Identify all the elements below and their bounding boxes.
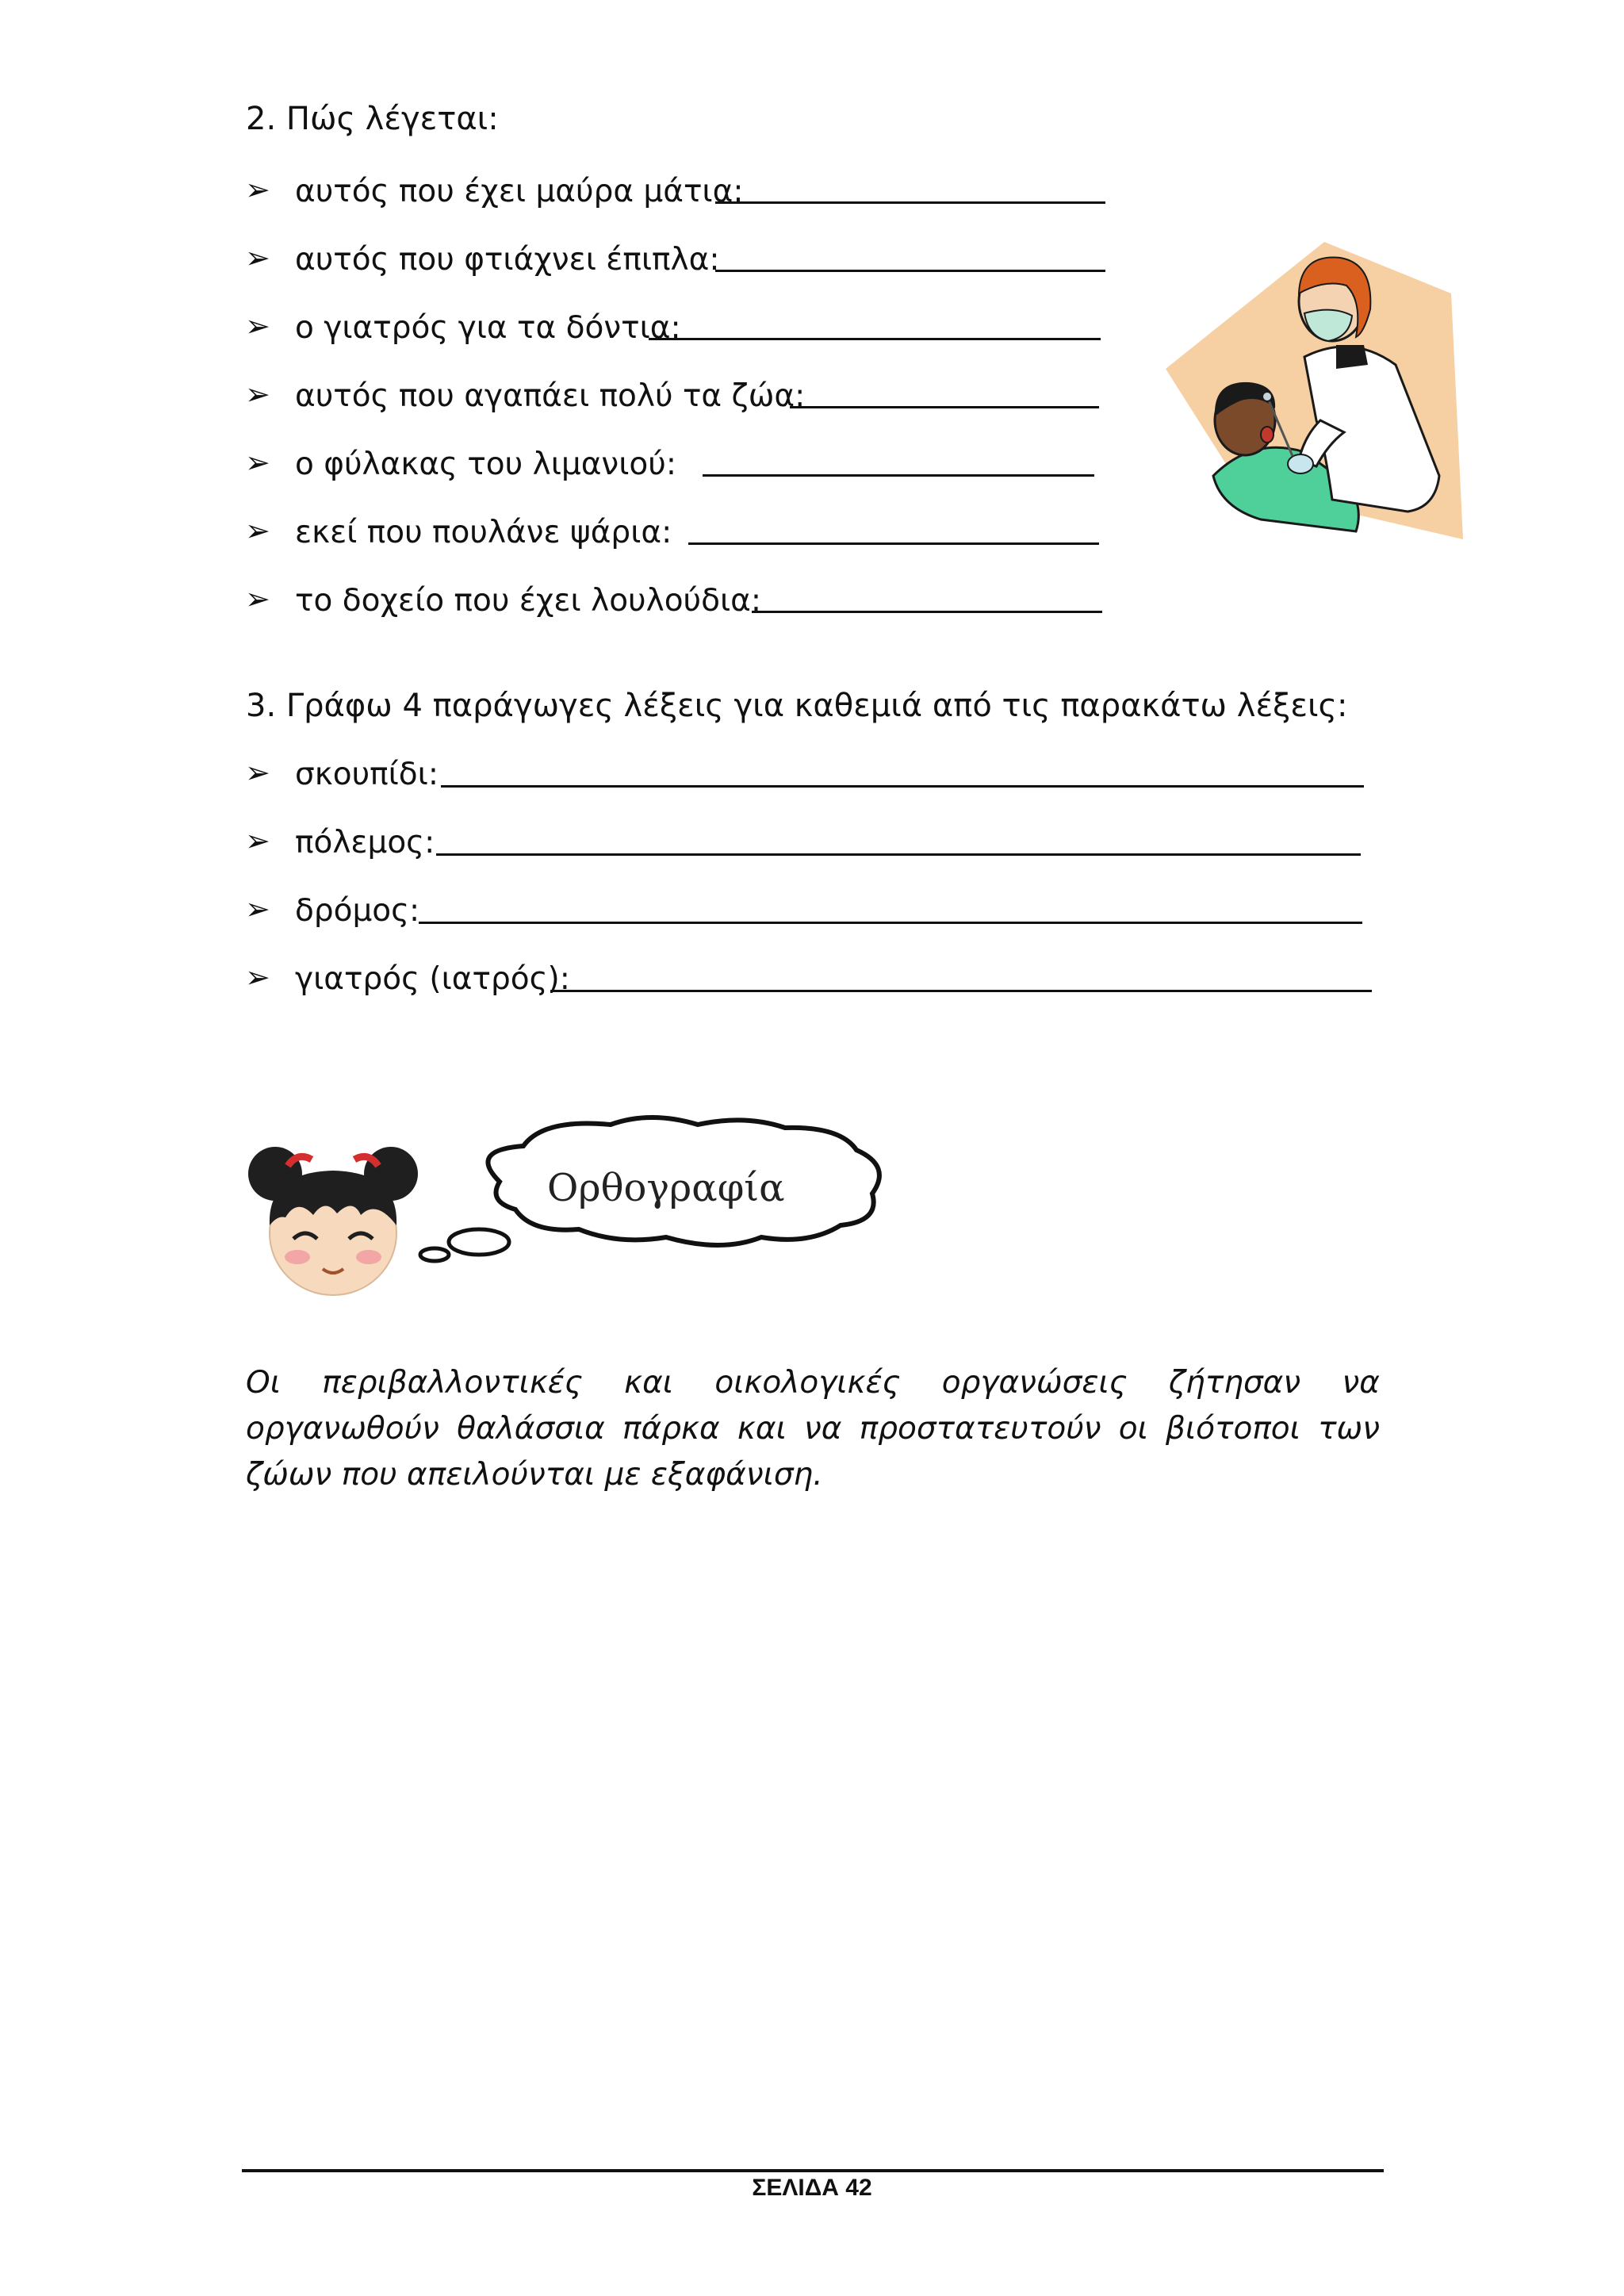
answer-blank[interactable] [688, 542, 1099, 545]
arrow-bullet-icon: ➢ [245, 309, 270, 343]
thought-dot-medium [449, 1229, 509, 1255]
answer-blank[interactable] [790, 406, 1099, 408]
arrow-bullet-icon: ➢ [245, 445, 270, 480]
arrow-bullet-icon: ➢ [245, 377, 270, 412]
answer-blank[interactable] [436, 853, 1361, 856]
paragraph-line: θαλάσσια πάρκα και να προστατευτούν οι βιότοποι των ζώων που [246, 1411, 1380, 1493]
section-3-heading: 3. Γράφω 4 παράγωγες λέξεις για καθεμιά από τις παρακάτω λέξεις: [246, 688, 1348, 724]
girl-face-icon [242, 1142, 424, 1301]
paragraph-line: απειλούνται με εξαφάνιση. [407, 1457, 823, 1493]
thought-dot-small [420, 1248, 449, 1261]
bubble-label: Ορθογραφία [547, 1166, 785, 1210]
dentist-illustration [1166, 238, 1467, 547]
answer-blank[interactable] [703, 474, 1094, 477]
arrow-bullet-icon: ➢ [245, 891, 270, 926]
item-label: εκεί που πουλάνε ψάρια: [295, 515, 672, 550]
answer-blank[interactable] [441, 785, 1364, 788]
dentist-neck [1336, 345, 1368, 369]
arrow-bullet-icon: ➢ [245, 960, 270, 995]
item-label: ο γιατρός για τα δόντια: [295, 310, 681, 346]
answer-blank[interactable] [715, 270, 1105, 272]
item-label: αυτός που έχει μαύρα μάτια: [295, 174, 744, 209]
answer-blank[interactable] [649, 338, 1101, 340]
page-number: ΣΕΛΙΔΑ 42 [752, 2175, 872, 2201]
arrow-bullet-icon: ➢ [245, 513, 270, 548]
arrow-bullet-icon: ➢ [245, 581, 270, 616]
item-label: το δοχείο που έχει λουλούδια: [295, 583, 762, 619]
item-label: ο φύλακας του λιμανιού: [295, 447, 676, 482]
answer-blank[interactable] [550, 990, 1372, 992]
dictation-paragraph [246, 1360, 1380, 1498]
patient-mouth [1261, 427, 1274, 443]
arrow-bullet-icon: ➢ [245, 823, 270, 858]
paragraph-line: Οι περιβαλλοντικές και οικολογικές οργανώσεις ζήτησαν να οργανωθούν [246, 1365, 1380, 1447]
arrow-bullet-icon: ➢ [245, 755, 270, 790]
item-label: πόλεμος: [295, 825, 435, 861]
item-label: γιατρός (ιατρός): [295, 961, 570, 997]
cheek-left [285, 1250, 310, 1264]
section-2-heading: 2. Πώς λέγεται: [246, 101, 499, 137]
dentist-glove [1288, 454, 1313, 473]
arrow-bullet-icon: ➢ [245, 240, 270, 275]
item-label: δρόμος: [295, 893, 420, 929]
answer-blank[interactable] [419, 922, 1362, 924]
arrow-bullet-icon: ➢ [245, 172, 270, 207]
answer-blank[interactable] [752, 611, 1102, 613]
footer-rule [242, 2169, 1384, 2172]
item-label: αυτός που αγαπάει πολύ τα ζώα: [295, 378, 806, 414]
item-label: σκουπίδι: [295, 757, 439, 792]
answer-blank[interactable] [715, 201, 1105, 204]
cheek-right [356, 1250, 381, 1264]
item-label: αυτός που φτιάχνει έπιπλα: [295, 242, 720, 278]
